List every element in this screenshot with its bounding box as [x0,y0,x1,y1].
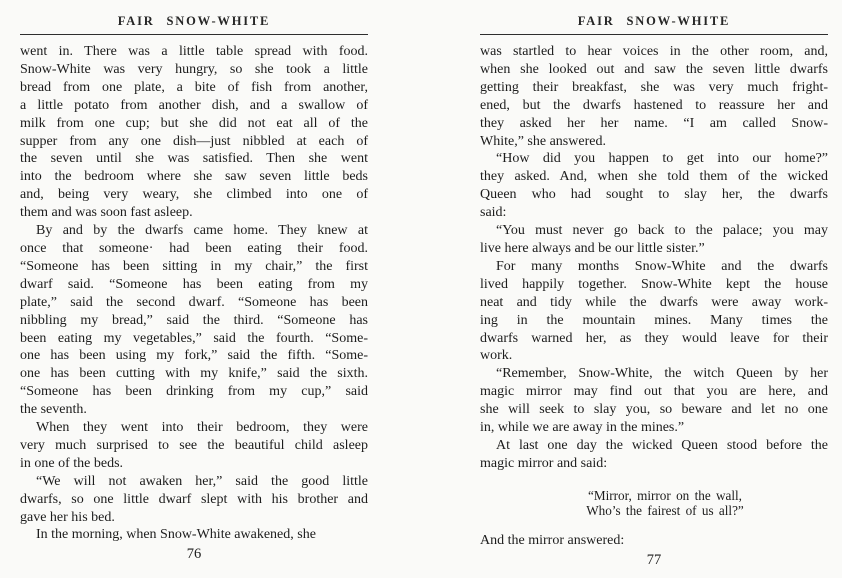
text-line: gave her his bed. [20,509,115,525]
paragraph [480,258,828,365]
text-line: By and by the dwarfs came home. They knew at [36,223,368,239]
text-line: said: [480,205,507,221]
text-line: into the bedroom where she saw seven little beds [20,169,368,185]
right-page [480,8,828,569]
text-line: when she looked out and saw the seven little dwarfs [480,61,828,77]
text-line: once that someone· had been eating their food. [20,240,368,256]
text-line: bread from one plate, a bite of fish from another, [20,79,368,95]
text-line: they asked her her name. “I am called Snow- [480,115,828,131]
running-head: FAIR SNOW-WHITE [577,14,731,28]
text-line: “We will not awaken her,” said the good little [36,473,368,489]
text-line: plate,” said the second dwarf. “Someone has been [20,294,368,310]
page-body [480,43,828,550]
text-line: dwarfs warned her, as they would leave for their [480,330,828,346]
header-rule [20,34,368,35]
text-line: “Mirror, mirror on the wall, [588,487,742,503]
text-line: in one of the beds. [20,455,124,471]
text-line: went in. There was a little table spread with food. [20,44,368,59]
page-number: 76 [186,546,202,563]
text-line: “Remember, Snow-White, the witch Queen by her [496,366,828,382]
left-page [20,8,368,563]
text-line: milk from one cup; but she did not eat all of the [20,115,368,131]
header-rule [480,34,828,35]
paragraph [480,532,828,550]
paragraph [20,526,368,544]
text-line: ened, but the dwarfs hastened to reassure her and [480,97,828,113]
text-line: ing in the mountain mines. Many times the [480,312,828,328]
paragraph [480,43,828,150]
text-line: Who’s the fairest of us all?” [586,502,744,518]
text-line: White,” she answered. [480,133,606,149]
text-line: in, while we are away in the mines.” [480,420,685,436]
text-line: “You must never go back to the palace; you may [496,223,828,239]
text-line: a little potato from another dish, and a swallow of [20,97,368,113]
text-line: “How did you happen to get into our home?” [496,151,828,167]
running-head: FAIR SNOW-WHITE [117,14,271,28]
text-line: been eating my vegetables,” said the fourth. “Some- [20,330,368,346]
paragraph [20,43,368,222]
text-line: Queen who had sought to slay her, the dwarfs [480,187,828,203]
text-line: When they went into their bedroom, they were [36,420,368,436]
text-line: one has been using my fork,” said the fifth. “Some- [20,348,368,364]
text-line: At last one day the wicked Queen stood before the [496,437,828,453]
paragraph [20,222,368,419]
text-line: supper from any one dish—just nibbled at each of [20,133,368,149]
text-line: the seven until she was satisfied. Then she went [20,151,368,167]
paragraph [480,437,828,473]
text-line: one has been cutting with my knife,” said the sixth. [20,366,368,382]
text-line: “Someone has been sitting in my chair,” the first [20,258,368,274]
text-line: nibbling my bread,” said the third. “Someone has [20,312,368,328]
text-line: Snow-White was very hungry, so she took a little [20,61,368,77]
text-line: work. [480,348,513,364]
paragraph [20,473,368,527]
verse [480,488,828,518]
text-line: magic mirror and said: [480,455,608,471]
text-line: and, being very weary, she climbed into one of [20,187,368,203]
text-line: dwarf said. “Someone has been eating from my [20,276,368,292]
page-body [20,43,368,544]
text-line: magic mirror may find out that you are here, and [480,384,828,400]
text-line: In the morning, when Snow-White awakened, she [36,527,316,543]
text-line: them and was soon fast asleep. [20,205,193,221]
text-line: neat and tidy while the dwarfs were away work- [480,294,828,310]
paragraph [480,365,828,437]
text-line: very much surprised to see the beautiful child asleep [20,437,368,453]
paragraph [480,222,828,258]
text-line: was startled to hear voices in the other room, and, [480,44,828,59]
text-line: dwarfs, so one little dwarf slept with his brother and [20,491,368,507]
text-line: she will seek to slay you, so beware and let no one [480,402,828,418]
text-line: lived happily together. Snow-White kept the house [480,276,828,292]
text-line: getting their breakfast, she was very much fright- [480,79,828,95]
paragraph [480,150,828,222]
text-line: the seventh. [20,402,87,418]
paragraph [20,419,368,473]
text-line: And the mirror answered: [480,533,625,549]
text-line: they asked. And, when she told them of the wicked [480,169,828,185]
text-line: live here always and be our little sister.” [480,240,705,256]
page-number: 77 [646,552,662,569]
text-line: For many months Snow-White and the dwarfs [496,258,828,274]
text-line: “Someone has been drinking from my cup,” said [20,384,368,400]
